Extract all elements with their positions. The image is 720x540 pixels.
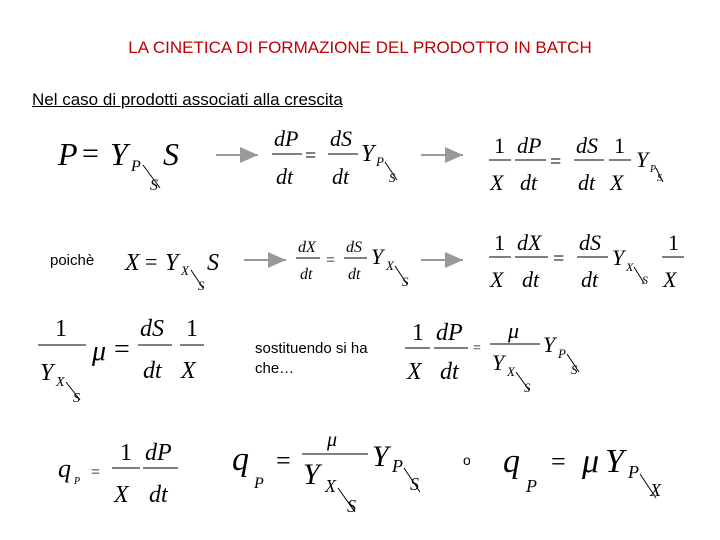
svg-text:dt: dt	[276, 164, 294, 189]
svg-text:dS: dS	[579, 230, 601, 255]
svg-text:Y: Y	[636, 147, 649, 172]
slide-subtitle: Nel caso di prodotti associati alla crescita	[32, 90, 343, 109]
svg-text:X: X	[325, 476, 336, 496]
svg-text:S: S	[347, 496, 356, 516]
svg-text:q: q	[503, 443, 520, 480]
equation-qp-final	[503, 443, 662, 500]
equation-dp-dt	[272, 126, 397, 189]
svg-text:dt: dt	[143, 358, 162, 384]
svg-text:1: 1	[614, 133, 625, 158]
svg-text:S: S	[402, 274, 409, 289]
svg-text:dS: dS	[576, 133, 598, 158]
equation-specific-dp	[489, 133, 663, 195]
svg-text:X: X	[114, 482, 129, 508]
svg-text:dP: dP	[274, 126, 299, 151]
svg-text:Y: Y	[605, 443, 624, 480]
svg-text:Y: Y	[361, 141, 375, 167]
svg-text:dt: dt	[300, 266, 313, 283]
equation-x-yield	[124, 249, 219, 293]
svg-text:1: 1	[668, 230, 679, 255]
svg-text:=: =	[553, 248, 565, 270]
svg-text:X: X	[490, 267, 504, 292]
svg-text:X: X	[507, 364, 515, 379]
svg-text:X: X	[125, 250, 140, 276]
svg-text:q: q	[58, 454, 71, 483]
svg-text:=: =	[145, 249, 158, 274]
svg-text:X: X	[663, 267, 677, 292]
svg-text:P: P	[392, 456, 403, 476]
svg-text:μ: μ	[582, 443, 600, 480]
svg-text:=: =	[326, 252, 336, 269]
svg-text:P: P	[254, 475, 264, 492]
svg-text:dS: dS	[330, 126, 352, 151]
svg-text:Y: Y	[371, 244, 384, 269]
svg-text:P: P	[74, 476, 81, 487]
svg-text:1: 1	[120, 440, 132, 466]
svg-text:dP: dP	[517, 133, 542, 158]
svg-text:Y: Y	[165, 250, 179, 276]
svg-text:1: 1	[494, 230, 505, 255]
svg-text:S: S	[410, 474, 419, 494]
equation-dx-dt	[296, 239, 409, 289]
svg-text:Y: Y	[303, 458, 320, 491]
svg-text:Y: Y	[372, 440, 389, 473]
svg-text:S: S	[657, 173, 662, 184]
svg-text:dt: dt	[332, 164, 350, 189]
svg-text:dt: dt	[348, 266, 361, 283]
svg-text:S: S	[207, 250, 219, 276]
svg-text:1: 1	[55, 316, 67, 342]
svg-text:P: P	[558, 346, 566, 361]
svg-text:P: P	[58, 136, 78, 172]
sostituendo-label: sostituendo si ha che…	[255, 340, 368, 377]
svg-text:X: X	[56, 375, 65, 390]
svg-text:dS: dS	[140, 316, 164, 342]
slide-title: LA CINETICA DI FORMAZIONE DEL PRODOTTO IN BATCH	[128, 38, 592, 57]
svg-text:=: =	[114, 334, 130, 365]
equation-qp-definition	[58, 440, 178, 508]
svg-text:dP: dP	[145, 440, 172, 466]
svg-text:=: =	[550, 151, 562, 173]
svg-text:dt: dt	[520, 170, 538, 195]
svg-text:S: S	[198, 278, 205, 293]
svg-text:dP: dP	[436, 320, 463, 346]
svg-text:Y: Y	[110, 136, 128, 172]
svg-text:S: S	[389, 170, 396, 185]
svg-text:=: =	[91, 464, 101, 481]
svg-text:=: =	[473, 341, 481, 356]
svg-text:X: X	[181, 263, 189, 278]
svg-text:dt: dt	[149, 482, 168, 508]
svg-text:=: =	[82, 137, 99, 170]
svg-text:=: =	[551, 447, 566, 476]
svg-text:X: X	[407, 359, 422, 385]
equation-p-yield	[57, 136, 179, 194]
svg-text:dt: dt	[522, 267, 540, 292]
o-label: o	[463, 452, 471, 468]
svg-text:=: =	[276, 446, 291, 475]
svg-text:1: 1	[186, 316, 198, 342]
svg-text:Y: Y	[40, 360, 54, 386]
poiche-label: poichè	[50, 252, 95, 269]
svg-text:X: X	[181, 358, 196, 384]
svg-text:dX: dX	[298, 239, 316, 256]
svg-text:S: S	[524, 380, 531, 395]
svg-text:μ: μ	[92, 336, 107, 367]
equation-mu	[38, 316, 204, 406]
equation-specific-dx	[489, 230, 684, 292]
svg-text:=: =	[305, 145, 317, 167]
svg-text:X: X	[610, 170, 624, 195]
svg-text:X: X	[490, 170, 504, 195]
svg-text:dS: dS	[346, 239, 362, 256]
svg-text:S: S	[163, 136, 179, 172]
svg-text:X: X	[626, 260, 634, 274]
svg-text:X: X	[386, 258, 394, 273]
svg-text:Y: Y	[612, 245, 625, 270]
svg-text:q: q	[232, 441, 249, 478]
svg-text:P: P	[131, 158, 141, 175]
svg-text:S: S	[73, 391, 80, 406]
svg-text:P: P	[650, 164, 657, 175]
svg-text:dt: dt	[581, 267, 599, 292]
svg-text:X: X	[650, 480, 661, 500]
svg-text:dX: dX	[517, 230, 542, 255]
svg-text:S: S	[571, 362, 578, 377]
svg-text:S: S	[150, 177, 158, 194]
svg-text:μ: μ	[327, 429, 338, 451]
svg-text:dt: dt	[578, 170, 596, 195]
svg-text:1: 1	[494, 133, 505, 158]
equation-qp-mu	[232, 429, 420, 516]
svg-text:P: P	[628, 462, 639, 482]
svg-text:S: S	[642, 273, 648, 287]
svg-text:1: 1	[412, 320, 424, 346]
svg-text:μ: μ	[508, 318, 520, 343]
svg-text:Y: Y	[543, 332, 556, 357]
svg-text:P: P	[526, 476, 537, 496]
svg-text:P: P	[376, 154, 384, 169]
svg-text:Y: Y	[492, 350, 505, 375]
equation-dp-mu	[405, 318, 579, 395]
svg-text:dt: dt	[440, 359, 459, 385]
